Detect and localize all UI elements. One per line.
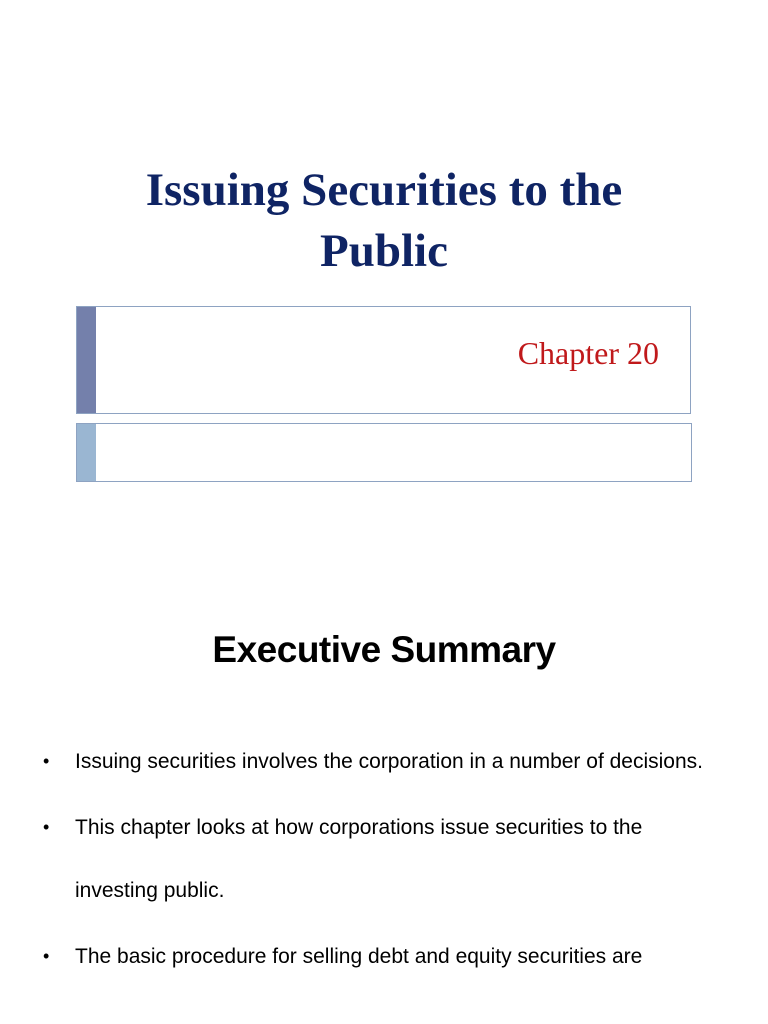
bullet-icon: • (43, 946, 50, 966)
bullet-icon: • (43, 751, 50, 771)
bullet-text: The basic procedure for selling debt and equity securities are (75, 945, 643, 968)
subtitle-box (76, 306, 691, 414)
chapter-subtitle: Chapter 20 (517, 335, 659, 371)
section-heading: Executive Summary (212, 629, 556, 670)
bullet-text: This chapter looks at how corporations issue securities to the investing public. (75, 816, 643, 902)
accent-bar-secondary (77, 424, 96, 481)
bullet-text: Issuing securities involves the corporation in a number of decisions. (75, 750, 703, 773)
empty-box (76, 423, 692, 482)
bullet-icon: • (43, 817, 50, 837)
accent-bar-primary (77, 307, 96, 413)
list-item (0, 796, 768, 922)
list-item (0, 730, 768, 793)
summary-bullet-list (0, 730, 768, 991)
slide-title: Issuing Securities to the Public (145, 164, 623, 277)
list-item (0, 925, 768, 988)
